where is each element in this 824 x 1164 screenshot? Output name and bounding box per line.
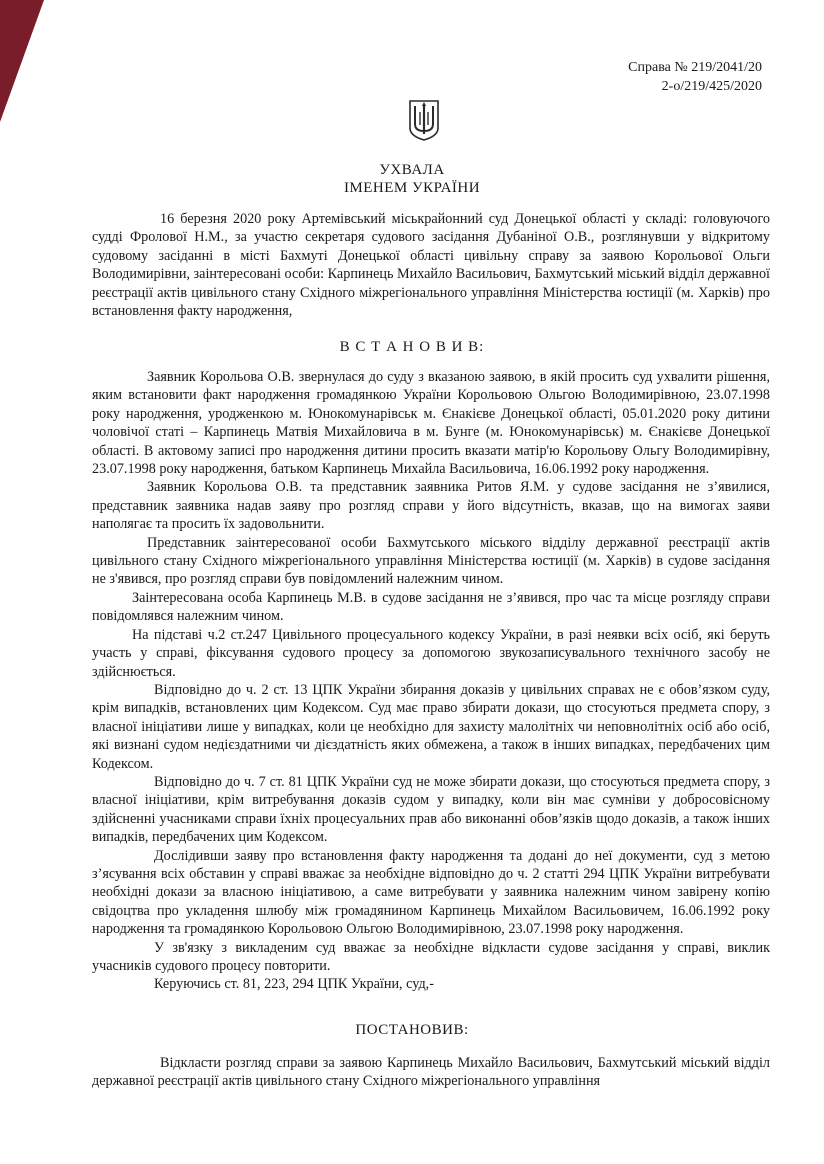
case-number-secondary: 2-о/219/425/2020 [661, 79, 762, 94]
paragraph-9: У зв'язку з викладеним суд вважає за необхідне відкласти судове засідання у справі, виклик учасників судового процесу повторити. [92, 939, 770, 974]
paragraph-2: Заявник Корольова О.В. та представник заявника Ритов Я.М. у судове засідання не з’явилися, представник заявника надав заяву про розгляд справи у його відсутність, вказав, що на вимогах заяви наполягає та просить їх задовольнити. [92, 479, 770, 533]
case-number-primary: Справа № 219/2041/20 [628, 60, 762, 75]
paragraph-8: Дослідивши заяву про встановлення факту народження та додані до неї документи, суд з метою з’ясування всіх обставин у справі вважає за необхідне відповідно до ч. 2 статті 294 ЦПК України витребувати необхідні докази за власною ініціативою, а саме витребувати у заявника належним чином завірену копію свідоцтва про укладення шлюбу між громадянином Карпинець Михайлом Васильовичем, 16.06.1992 року народження та громадянкою Корольовою Ольгою Володимирівною, 23.07.1998 року народження. [92, 847, 770, 938]
case-number-block [628, 58, 762, 96]
trident-icon [407, 98, 441, 142]
paragraph-7: Відповідно до ч. 7 ст. 81 ЦПК України суд не може збирати докази, що стосуються предмета спору, з власної ініціативи, крім витребування доказів судом у випадку, коли він має сумніви у добросовісному здійсненні учасниками справи їхніх процесуальних прав або виконанні обов’язків щодо доказів, а також інших випадків, передбачених цим Кодексом. [92, 773, 770, 846]
paragraph-5: На підставі ч.2 ст.247 Цивільного процесуального кодексу України, в разі неявки всіх осіб, які беруть участь у справі, фіксування судового процесу за допомогою звукозаписувального технічного засобу не здійснюється. [92, 626, 770, 680]
document-subtitle: ІМЕНЕМ УКРАЇНИ [343, 180, 481, 196]
ruling-section [92, 1054, 770, 1091]
established-heading: В С Т А Н О В И В: [339, 339, 485, 355]
paragraph-3: Представник заінтересованої особи Бахмутського міського відділу державної реєстрації актів цивільного стану Східного міжрегіонального управління Міністерства юстиції (м. Харків) в судове засідання не з'явився, про розгляд справи був повідомлений належним чином. [92, 534, 770, 588]
document-title: УХВАЛА [379, 162, 445, 178]
body-section [92, 368, 770, 994]
binding-corner-mark [0, 0, 44, 122]
paragraph-1: Заявник Корольова О.В. звернулася до суду з вказаною заявою, в якій просить суд ухвалити рішення, яким встановити факт народження громадянкою України Корольовою Ольгою Володимирівною, 23.07.1998 року народження, уродженкою м. Юнокомунарівськ м. Єнакієве Донецької області, 05.01.2020 року дитини чоловічої статі – Карпинець Матвія Михайловича в м. Бунге (м. Юнокомунарівськ) м. Єнакієве Донецької області. В актовому записі про народження дитини просить вказати матір'ю Корольову Ольгу Володимирівну, 23.07.1998 року народження, батьком Карпинець Михайла Васильовича, 16.06.1992 року народження. [92, 369, 770, 478]
intro-block [92, 210, 770, 320]
paragraph-10: Керуючись ст. 81, 223, 294 ЦПК України, суд,- [154, 976, 434, 993]
intro-paragraph: 16 березня 2020 року Артемівський міськрайонний суд Донецької області у складі: головуючого судді Фролової Н.М., за участю секретаря судового засідання Дубаніної О.В., розглянувши у відкритому судовому засіданні в місті Бахмуті Донецької області цивільну справу за заявою Корольової Ольги Володимирівни, заінтересовані особи: Карпинець Михайло Васильович, Бахмутський міський відділ державної реєстрації актів цивільного стану Східного міжрегіонального управління Міністерства юстиції (м. Харків) про встановлення факту народження, [92, 211, 770, 320]
ruling-heading: ПОСТАНОВИВ: [355, 1022, 469, 1038]
paragraph-4: Заінтересована особа Карпинець М.В. в судове засідання не з’явився, про час та місце розгляду справи повідомлявся належним чином. [92, 589, 770, 625]
ruling-paragraph: Відкласти розгляд справи за заявою Карпинець Михайло Васильович, Бахмутський міський відділ державної реєстрації актів цивільного стану Східного міжрегіонального управління [92, 1055, 770, 1090]
paragraph-6: Відповідно до ч. 2 ст. 13 ЦПК України збирання доказів у цивільних справах не є обов’язком суду, крім випадків, встановлених цим Кодексом. Суд має право збирати докази, що стосуються предмета спору, з власної ініціативи лише у випадках, коли це необхідно для захисту малолітніх чи неповнолітніх осіб або осіб, які визнані судом недієздатними чи дієздатність яких обмежена, а також в інших випадках, передбачених цим Кодексом. [92, 681, 770, 772]
